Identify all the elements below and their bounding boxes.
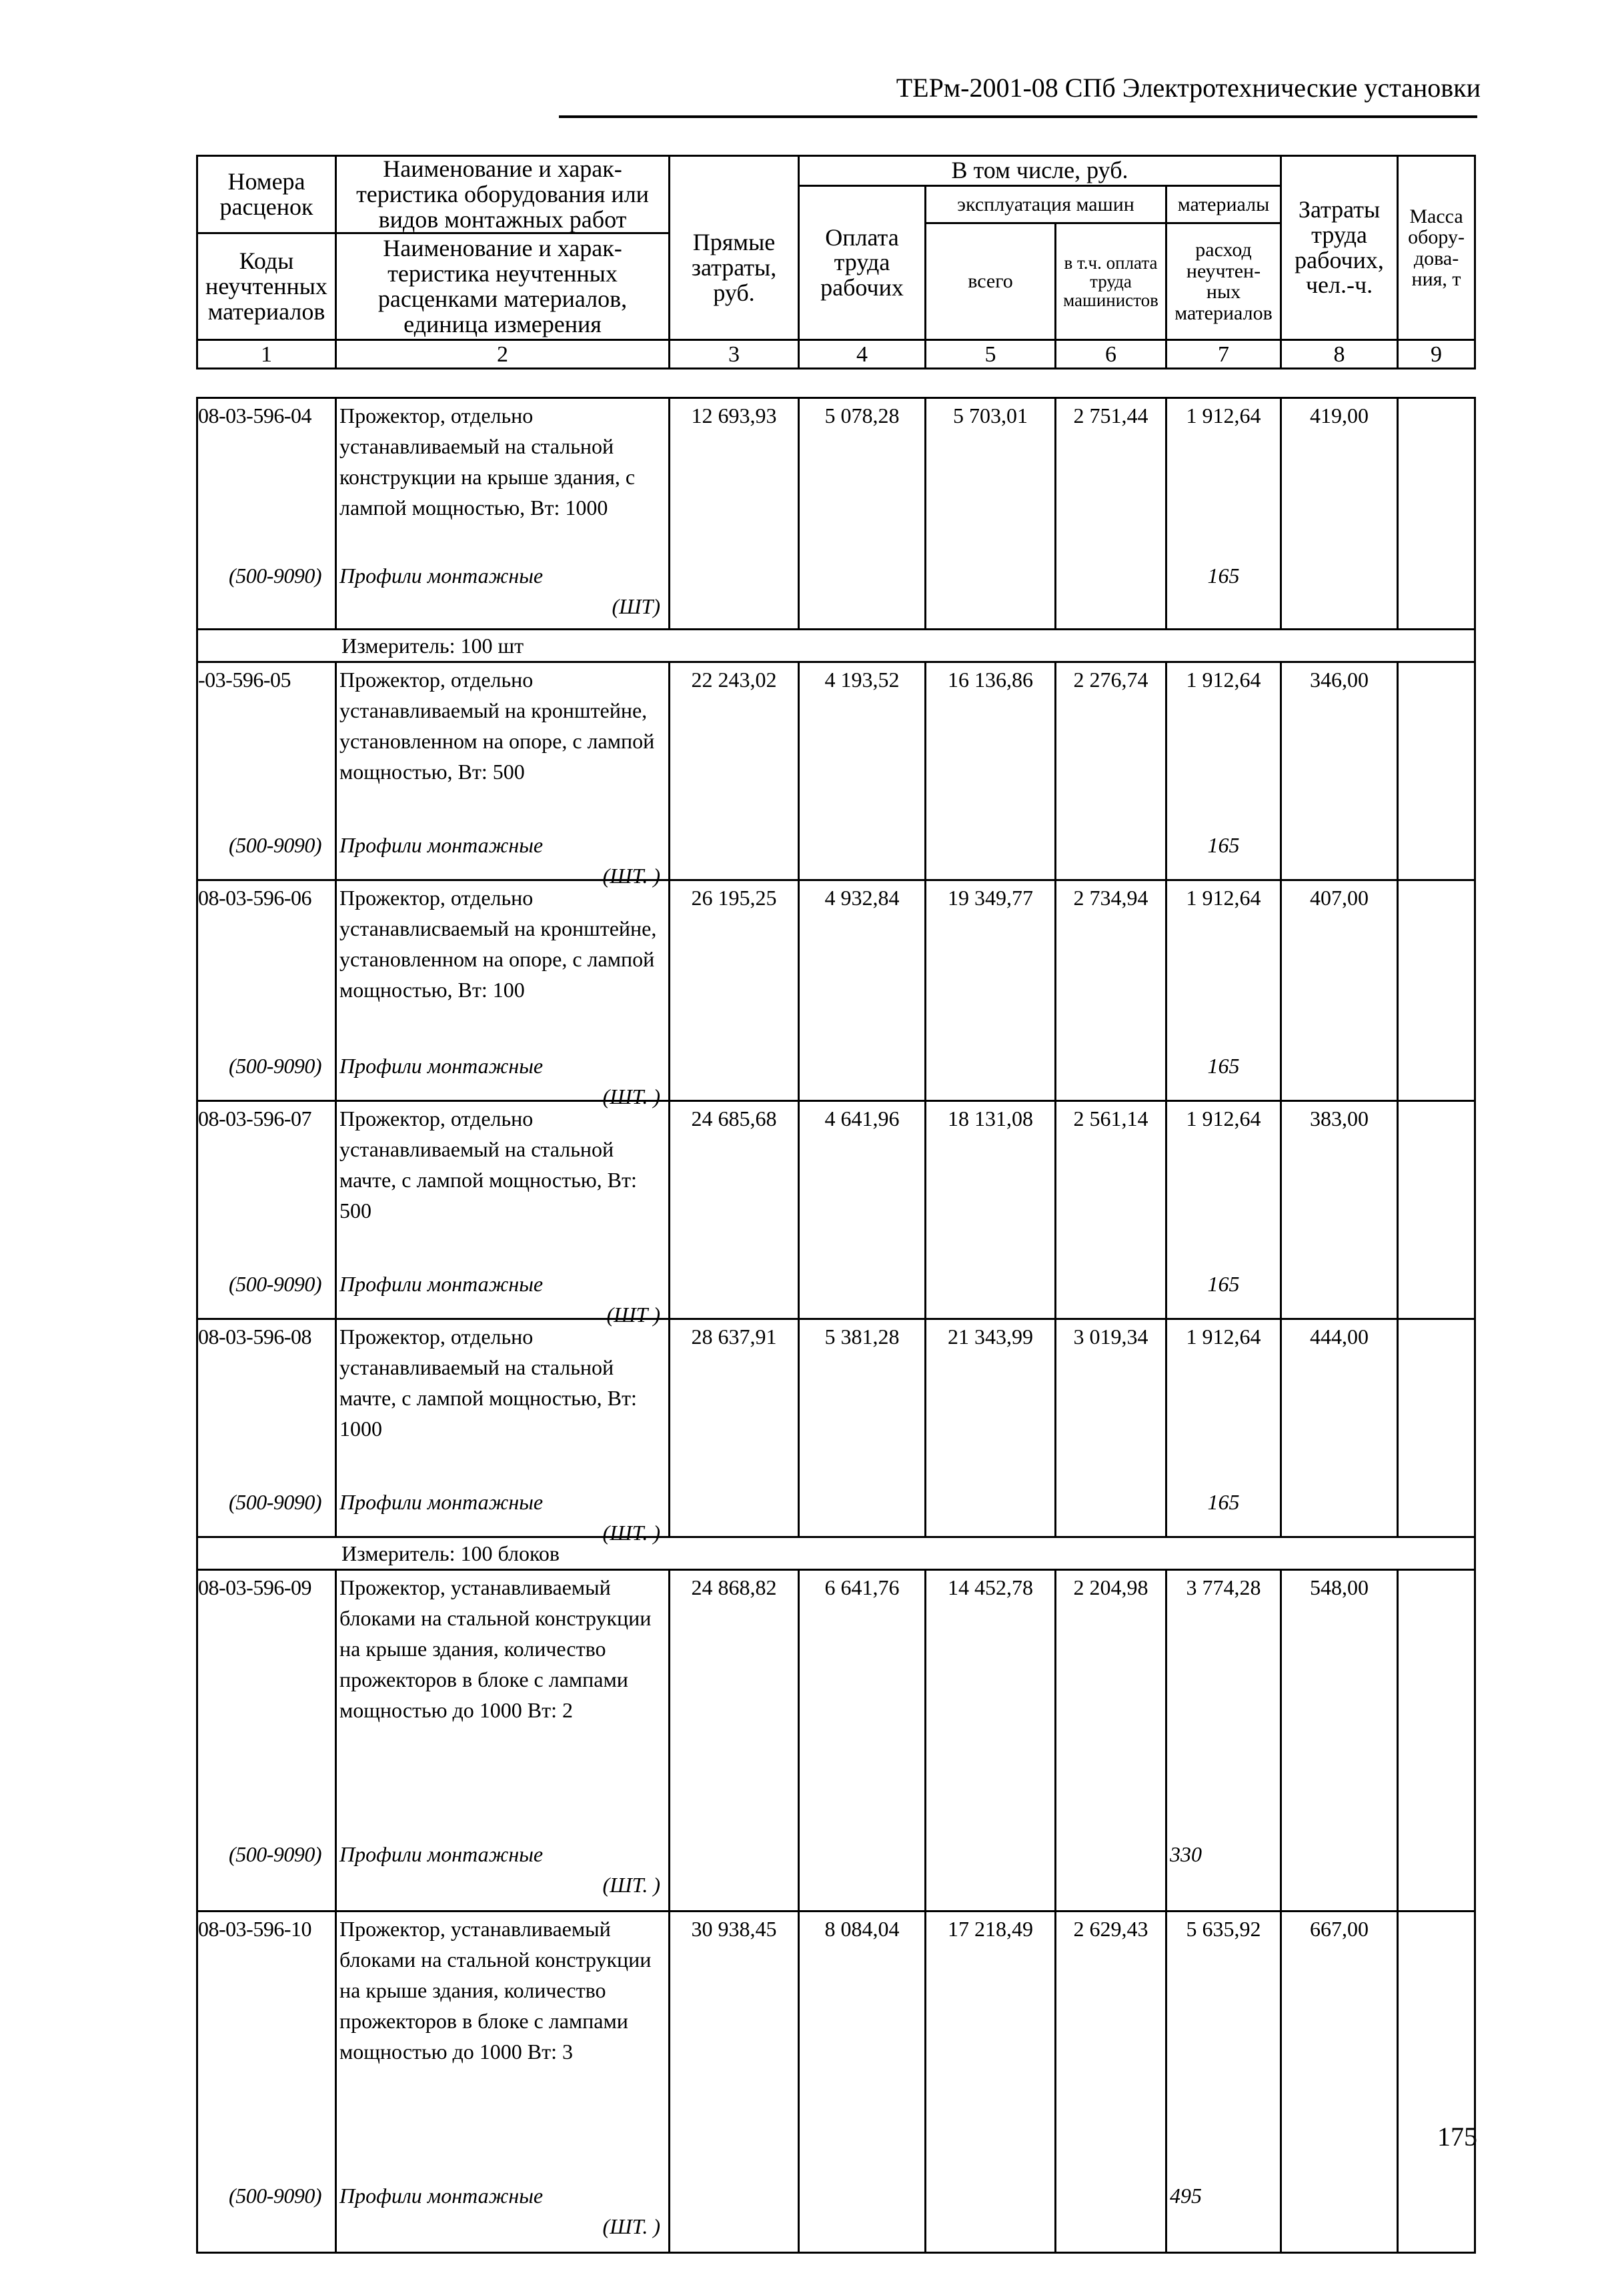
rate-description-cell: [336, 1101, 670, 1327]
column-header-table: [196, 155, 1476, 369]
machine-operator-labor: 2 561,14: [1056, 1101, 1166, 1319]
equipment-mass: [1398, 1101, 1475, 1319]
labor-cost: 5 078,28: [799, 398, 926, 630]
materials-cell: [1166, 1912, 1281, 2253]
labor-hours: 346,00: [1281, 662, 1398, 880]
material-code: (500-9090): [229, 1054, 321, 1078]
materials-cost: 1 912,64: [1186, 1325, 1261, 1349]
material-quantity: 495: [1170, 2184, 1202, 2208]
material-block: [339, 830, 667, 888]
column-number-row: [197, 340, 1475, 369]
materials-cost: 1 912,64: [1186, 1106, 1261, 1130]
material-unit: (ШТ. ): [602, 2214, 660, 2238]
machine-operator-labor: 3 019,34: [1056, 1319, 1166, 1537]
equipment-mass: [1398, 1319, 1475, 1537]
equipment-mass: [1398, 1912, 1475, 2253]
material-name: Профили монтажные: [339, 564, 544, 588]
col-header-direct: Прямые затраты, руб.: [670, 156, 799, 340]
machine-operator-labor: 2 734,94: [1056, 880, 1166, 1101]
rate-description: Прожектор, отдельно устанавливаемый на стальной мачте, с лампой мощностью, Вт: 500: [339, 1106, 637, 1223]
rate-row: [197, 1570, 1475, 1912]
material-name: Профили монтажные: [339, 2184, 544, 2208]
labor-cost: 5 381,28: [799, 1319, 926, 1537]
material-unit: (ШТ ): [606, 1303, 660, 1327]
col-number: 4: [799, 340, 926, 369]
equipment-mass: [1398, 1570, 1475, 1912]
materials-cell: [1166, 662, 1281, 880]
rate-description: Прожектор, отдельно устанавливаемый на стальной мачте, с лампой мощностью, Вт: 1000: [339, 1325, 637, 1441]
equipment-mass: [1398, 662, 1475, 880]
col-header-hours: Затраты труда рабочих, чел.-ч.: [1281, 156, 1398, 340]
direct-cost: 22 243,02: [670, 662, 799, 880]
material-name: Профили монтажные: [339, 1490, 544, 1514]
rate-description-cell: [336, 1912, 670, 2253]
rate-description-cell: [336, 880, 670, 1108]
header-rule: [559, 115, 1477, 118]
col-header-labor: Оплата труда рабочих: [799, 186, 926, 340]
material-quantity: 165: [1207, 1054, 1240, 1078]
machine-operator-labor: 2 276,74: [1056, 662, 1166, 880]
material-name: Профили монтажные: [339, 1272, 544, 1296]
material-unit: (ШТ. ): [602, 1873, 660, 1897]
machine-cost-total: 14 452,78: [926, 1570, 1056, 1912]
material-quantity: 165: [1207, 564, 1240, 588]
rate-code: -03-596-05: [198, 668, 291, 692]
material-name: Профили монтажные: [339, 1054, 544, 1078]
rate-code: 08-03-596-04: [198, 404, 311, 428]
col-number: 7: [1166, 340, 1281, 369]
material-unit: (ШТ): [612, 594, 660, 618]
machine-operator-labor: 2 629,43: [1056, 1912, 1166, 2253]
page-number: 175: [1437, 2122, 1477, 2152]
rate-description: Прожектор, отдельно устанавливаемый на стальной конструкции на крыше здания, с лампой мощностью, Вт: 1000: [339, 404, 636, 520]
machine-cost-total: 17 218,49: [926, 1912, 1056, 2253]
col-header-mass: Масса обору- дова- ния, т: [1398, 156, 1475, 340]
material-unit: (ШТ. ): [602, 1521, 660, 1545]
col-header-mat-codes: Коды неучтенных материалов: [197, 233, 336, 340]
col-header-name: Наименование и харак- теристика оборудования или видов монтажных работ: [336, 156, 670, 233]
direct-cost: 12 693,93: [670, 398, 799, 630]
machine-cost-total: 19 349,77: [926, 880, 1056, 1101]
col-header-machines: эксплуатация машин: [926, 186, 1166, 223]
measure-row: [197, 630, 1475, 662]
rate-row: [197, 1912, 1475, 2253]
labor-hours: 667,00: [1281, 1912, 1398, 2253]
material-block: [339, 1839, 667, 1909]
labor-hours: 548,00: [1281, 1570, 1398, 1912]
material-quantity: 330: [1170, 1842, 1202, 1866]
rate-description-cell: [336, 1570, 670, 1912]
materials-cost: 5 635,92: [1186, 1917, 1261, 1941]
col-number: 3: [670, 340, 799, 369]
labor-hours: 444,00: [1281, 1319, 1398, 1537]
machine-cost-total: 5 703,01: [926, 398, 1056, 630]
measure-label: [197, 1537, 1475, 1570]
direct-cost: 30 938,45: [670, 1912, 799, 2253]
machine-cost-total: 18 131,08: [926, 1101, 1056, 1319]
rate-code: 08-03-596-09: [198, 1575, 311, 1599]
machine-cost-total: 21 343,99: [926, 1319, 1056, 1537]
materials-cell: [1166, 1319, 1281, 1537]
rate-description-cell: [336, 1319, 670, 1545]
rate-description-cell: [336, 662, 670, 888]
materials-cost: 3 774,28: [1186, 1575, 1261, 1599]
material-name: Профили монтажные: [339, 1842, 544, 1866]
col-header-mach-labor: в т.ч. оплата труда машинистов: [1056, 223, 1166, 340]
machine-operator-labor: 2 751,44: [1056, 398, 1166, 630]
direct-cost: 26 195,25: [670, 880, 799, 1101]
materials-cost: 1 912,64: [1186, 886, 1261, 910]
material-code: (500-9090): [229, 564, 321, 588]
col-header-mat-name: Наименование и харак- теристика неучтенных расценками материалов, единица измерения: [336, 233, 670, 340]
col-header-codes: Номера расценок: [197, 156, 336, 233]
material-block: [339, 1050, 667, 1108]
labor-cost: 8 084,04: [799, 1912, 926, 2253]
col-header-group: В том числе, руб.: [799, 156, 1281, 186]
col-number: 8: [1281, 340, 1398, 369]
materials-cost: 1 912,64: [1186, 668, 1261, 692]
rate-description: Прожектор, устанавливаемый блоками на стальной конструкции на крыше здания, количество прожекторов в блоке с лампами мощностью до 1000 Вт: 2: [339, 1575, 652, 1722]
rate-row: [197, 1101, 1475, 1319]
rate-description: Прожектор, устанавливаемый блоками на стальной конструкции на крыше здания, количество прожекторов в блоке с лампами мощностью до 1000 Вт: 3: [339, 1917, 652, 2064]
materials-cell: [1166, 880, 1281, 1101]
direct-cost: 28 637,91: [670, 1319, 799, 1537]
rate-code-cell: [197, 1101, 336, 1319]
material-code: (500-9090): [229, 833, 321, 857]
rate-row: [197, 662, 1475, 880]
material-quantity: 165: [1207, 1490, 1240, 1514]
labor-cost: 6 641,76: [799, 1570, 926, 1912]
col-number: 1: [197, 340, 336, 369]
material-code: (500-9090): [229, 1490, 321, 1514]
rate-code-cell: [197, 1319, 336, 1537]
equipment-mass: [1398, 880, 1475, 1101]
machine-cost-total: 16 136,86: [926, 662, 1056, 880]
rate-code-cell: [197, 662, 336, 880]
labor-cost: 4 932,84: [799, 880, 926, 1101]
rate-row: [197, 1319, 1475, 1537]
equipment-mass: [1398, 398, 1475, 630]
rate-row: [197, 398, 1475, 630]
col-header-mat-consumption: расход неучтен- ных материалов: [1166, 223, 1281, 340]
rate-code-cell: [197, 398, 336, 630]
labor-hours: 383,00: [1281, 1101, 1398, 1319]
measure-text: Измеритель: 100 шт: [341, 634, 524, 658]
material-block: [339, 560, 667, 627]
measure-label: [197, 630, 1475, 662]
material-name: Профили монтажные: [339, 833, 544, 857]
col-header-mach-total: всего: [926, 223, 1056, 340]
material-quantity: 165: [1207, 1272, 1240, 1296]
machine-operator-labor: 2 204,98: [1056, 1570, 1166, 1912]
rate-code: 08-03-596-10: [198, 1917, 311, 1941]
material-quantity: 165: [1207, 833, 1240, 857]
rate-row: [197, 880, 1475, 1101]
rate-code: 08-03-596-07: [198, 1106, 311, 1130]
material-block: [339, 1269, 667, 1327]
rate-code-cell: [197, 1570, 336, 1912]
labor-hours: 419,00: [1281, 398, 1398, 630]
material-code: (500-9090): [229, 1842, 321, 1866]
rate-code-cell: [197, 1912, 336, 2253]
document-header-title: ТЕРм-2001-08 СПб Электротехнические установки: [896, 73, 1481, 103]
col-number: 5: [926, 340, 1056, 369]
col-number: 6: [1056, 340, 1166, 369]
material-unit: (ШТ. ): [602, 1084, 660, 1108]
material-code: (500-9090): [229, 2184, 321, 2208]
rate-code: 08-03-596-06: [198, 886, 311, 910]
measure-row: [197, 1537, 1475, 1570]
measure-text: Измеритель: 100 блоков: [341, 1541, 560, 1565]
rate-code: 08-03-596-08: [198, 1325, 311, 1349]
labor-hours: 407,00: [1281, 880, 1398, 1101]
labor-cost: 4 641,96: [799, 1101, 926, 1319]
rate-description-cell: [336, 398, 670, 630]
col-header-materials: материалы: [1166, 186, 1281, 223]
rates-table: [196, 397, 1476, 2254]
material-code: (500-9090): [229, 1272, 321, 1296]
materials-cell: [1166, 1570, 1281, 1912]
direct-cost: 24 685,68: [670, 1101, 799, 1319]
materials-cell: [1166, 398, 1281, 630]
material-unit: (ШТ. ): [602, 864, 660, 888]
col-number: 2: [336, 340, 670, 369]
direct-cost: 24 868,82: [670, 1570, 799, 1912]
col-number: 9: [1398, 340, 1475, 369]
labor-cost: 4 193,52: [799, 662, 926, 880]
materials-cell: [1166, 1101, 1281, 1319]
rate-description: Прожектор, отдельно устанавливаемый на кронштейне, установленном на опоре, с лампой мощностью, Вт: 500: [339, 668, 655, 784]
material-block: [339, 1487, 667, 1545]
materials-cost: 1 912,64: [1186, 404, 1261, 428]
material-block: [339, 2180, 667, 2250]
rate-description: Прожектор, отдельно устанавлисваемый на кронштейне, установленном на опоре, с лампой мощностью, Вт: 100: [339, 886, 657, 1002]
rate-code-cell: [197, 880, 336, 1101]
